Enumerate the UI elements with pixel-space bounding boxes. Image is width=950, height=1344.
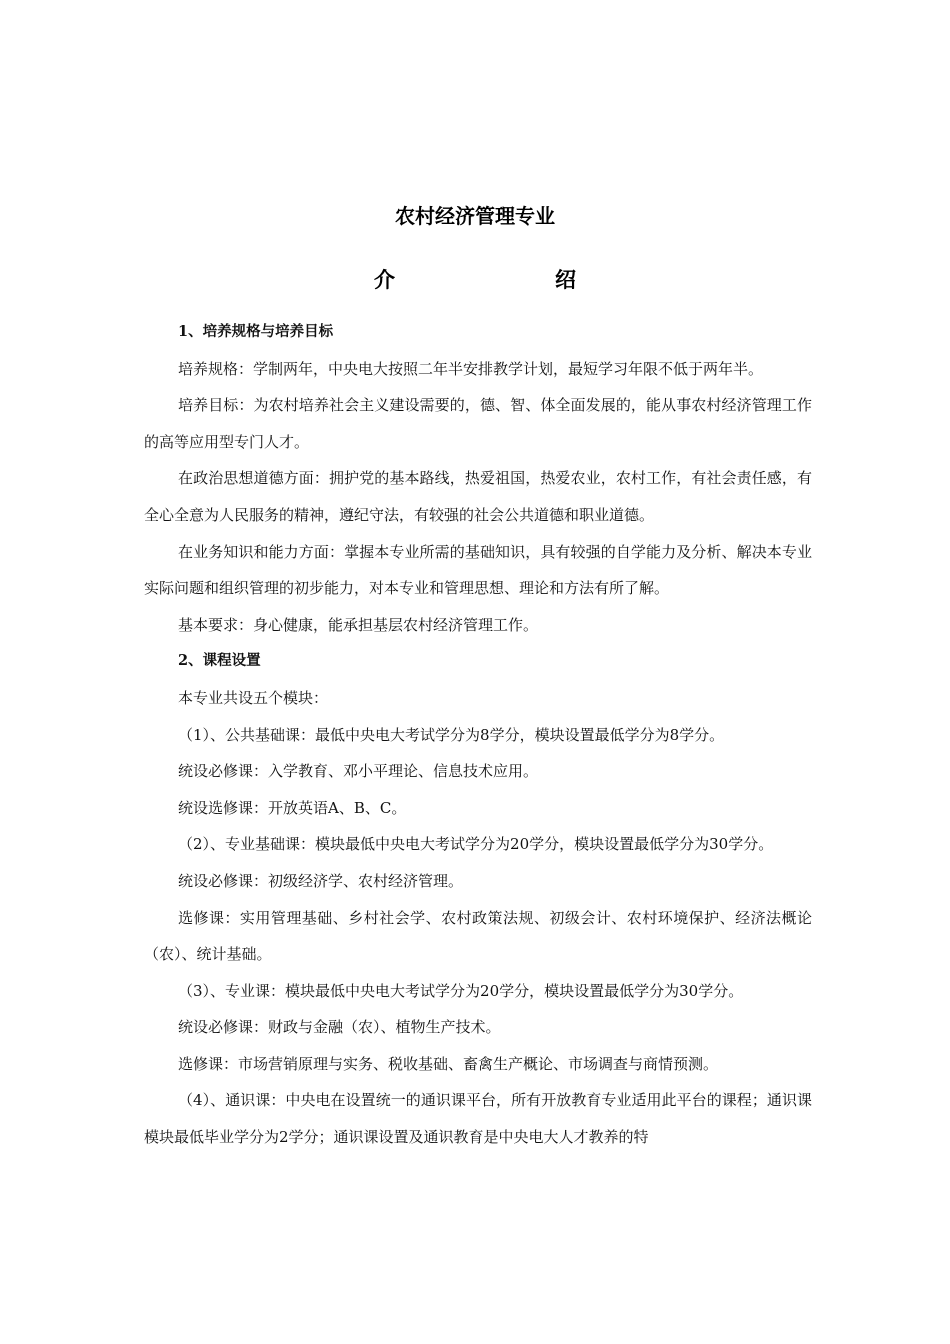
paragraph: （1）、公共基础课：最低中央电大考试学分为8学分，模块设置最低学分为8学分。 <box>178 725 725 744</box>
paragraph: 统设必修课：财政与金融（农）、植物生产技术。 <box>178 1018 501 1037</box>
paragraph: （3）、专业课：模块最低中央电大考试学分为20学分，模块设置最低学分为30学分。 <box>178 981 744 1000</box>
paragraph: 基本要求：身心健康，能承担基层农村经济管理工作。 <box>178 615 539 634</box>
paragraph: 培养目标：为农村培养社会主义建设需要的，德、智、体全面发展的，能从事农村经济管理工作的高等应用型专门人才。 <box>144 396 812 451</box>
paragraph: 选修课：市场营销原理与实务、税收基础、畜禽生产概论、市场调查与商情预测。 <box>178 1054 719 1073</box>
section-heading: 2、课程设置 <box>178 652 261 670</box>
paragraph: 选修课：实用管理基础、乡村社会学、农村政策法规、初级会计、农村环境保护、经济法概论（农）、统计基础。 <box>144 908 812 964</box>
paragraph: 统设选修课：开放英语A、B、C。 <box>178 798 407 817</box>
paragraph: （2）、专业基础课：模块最低中央电大考试学分为20学分，模块设置最低学分为30学分。 <box>178 835 774 854</box>
document-subtitle <box>0 264 950 294</box>
subtitle-right-char: 绍 <box>555 268 576 292</box>
document-title: 农村经济管理专业 <box>395 204 555 228</box>
paragraph: 统设必修课：入学教育、邓小平理论、信息技术应用。 <box>178 762 539 781</box>
paragraph: 在政治思想道德方面：拥护党的基本路线，热爱祖国，热爱农业，农村工作，有社会责任感，有全心全意为人民服务的精神，遵纪守法，有较强的社会公共道德和职业道德。 <box>144 469 812 524</box>
paragraph: 统设必修课：初级经济学、农村经济管理。 <box>178 871 464 890</box>
paragraph: 培养规格：学制两年，中央电大按照二年半安排教学计划，最短学习年限不低于两年半。 <box>178 359 764 378</box>
document-body <box>144 314 812 1156</box>
paragraph: 本专业共设五个模块： <box>178 688 329 707</box>
paragraph: 在业务知识和能力方面：掌握本专业所需的基础知识，具有较强的自学能力及分析、解决本专业实际问题和组织管理的初步能力，对本专业和管理思想、理论和方法有所了解。 <box>144 542 812 598</box>
section-heading: 1、培养规格与培养目标 <box>178 323 334 340</box>
paragraph: （4）、通识课：中央电在设置统一的通识课平台，所有开放教育专业适用此平台的课程；通识课模块最低毕业学分为2学分；通识课设置及通识教育是中央电大人才教养的特 <box>144 1091 812 1147</box>
subtitle-left-char: 介 <box>374 268 395 292</box>
